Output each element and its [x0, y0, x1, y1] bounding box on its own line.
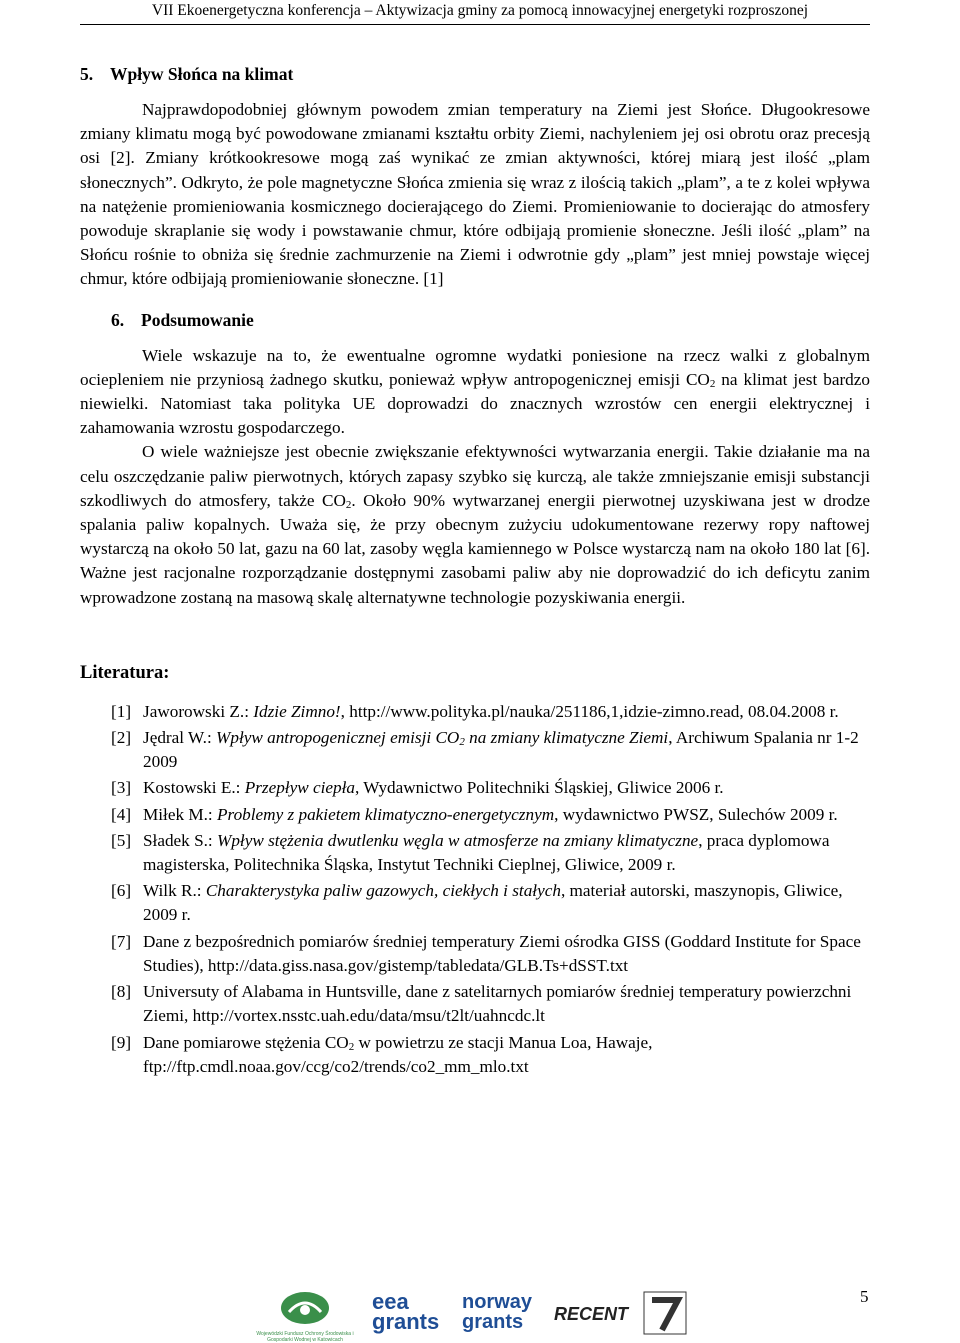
reference-item: [9] Dane pomiarowe stężenia $CO_2$ w powietrzu ze stacji Manua Loa, Hawaje, ftp://ftp.cmdl.noaa.gov/ccg/co2/trends/co2_mm_mlo.txt — [111, 1032, 653, 1076]
wfosigw-caption: Wojewódzki Fundusz Ochrony Środowiska i Gospodarki Wodnej w Katowicach — [256, 1331, 354, 1343]
reference-item: [7] Dane z bezpośrednich pomiarów średniej temperatury Ziemi ośrodka GISS (Goddard Institute for Space Studies), http://data.giss.nasa.gov/gistemp/tabledata/GLB.Ts+dSST.txt — [111, 931, 861, 975]
section-5-paragraph: Najprawdopodobniej głównym powodem zmian temperatury na Ziemi jest Słońce. Długookresowe zmiany klimatu mogą być powodowane zmianami kształtu orbity Ziemi, nachyleniem jej osi obrotu oraz precesją osi [2]. Zmiany krótkookresowe mogą zaś wynikać ze zmian aktywności, której miarą jest ilość „plam słonecznych”. Odkryto, że pole magnetyczne Słońca zmienia się wraz z ilością takich „plam”, a te z kolei wpływa na natężenie promieniowania kosmicznego docierającego do Ziemi. Promieniowanie to docierając do atmosfery powoduje skraplanie się wody i powstawanie chmur, które odbijają promienie słoneczne. Jeśli ilość „plam” na Słońcu rośnie to obniża się średnie zachmurzenie na Ziemi i odwrotnie gdy „plam” jest mniej powstaje więcej chmur, które odbijają promieniowanie słoneczne. [1] — [80, 100, 870, 289]
reference-item: [4] Miłek M.: Problemy z pakietem klimatyczno-energetycznym, wydawnictwo PWSZ, Sulechów 2009 r. — [111, 804, 838, 824]
header-title: VII Ekoenergetyczna konferencja – Aktywizacja gminy za pomocą innowacyjnej energetyki rozproszonej — [151, 2, 809, 19]
page-number: 5 — [860, 1287, 869, 1306]
section-5-title: Wpływ Słońca na klimat — [110, 64, 294, 84]
section-6-paragraph-2: O wiele ważniejsze jest obecnie zwiększanie efektywności wytwarzania energii. Takie działanie ma na celu oszczędzanie paliw pierwotnych, których zapasy szybko się kurczą, ale także zmniejszanie emisji substancji szkodliwych do atmosfery, także $CO_2$. Około 90% wytwarzanej energii pierwotnej uzyskiwana jest w drodze spalania paliw kopalnych. Uważa się, że przy obecnym zużyciu udokumentowane rezerwy ropy naftowej wystarczą na około 50 lat, gazu na 60 lat, zasoby węgla kamiennego w Polsce wystarczą nam na około 180 lat [6]. Ważne jest racjonalne rozporządzanie dostępnymi zasobami paliw aby nie doprowadzić do ich deficytu zanim wprowadzone zostaną na masową skalę alternatywne technologie pozyskiwania energii. — [80, 442, 870, 607]
wfosigw-logo — [250, 1290, 360, 1343]
section-6-title: Podsumowanie — [141, 309, 254, 330]
section-6-number: 6. — [111, 309, 125, 330]
header-rule — [80, 24, 870, 25]
reference-item: [1] Jaworowski Z.: Idzie Zimno!, http://www.polityka.pl/nauka/251186,1,idzie-zimno.read, 08.04.2008 r. — [111, 701, 839, 721]
norway-grants-logo: norway grants — [462, 1291, 533, 1333]
framework-seven-icon — [640, 1288, 690, 1338]
reference-item: [2] Jędral W.: Wpływ antropogenicznej emisji $CO_2$ na zmiany klimatyczne Ziemi, Archiwum Spalania nr 1-2 2009 — [111, 728, 859, 772]
section-5-number: 5. — [80, 64, 94, 84]
references-list — [80, 700, 870, 1079]
reference-item: [3] Kostowski E.: Przepływ ciepła, Wydawnictwo Politechniki Śląskiej, Gliwice 2006 r. — [111, 778, 724, 798]
section-6-heading — [80, 308, 870, 332]
reference-item: [8] Universuty of Alabama in Huntsville, dane z satelitarnych pomiarów średniej temperatury powierzchni Ziemi, http://vortex.nsstc.uah.edu/data/msu/t2lt/uahncdc.lt — [111, 982, 852, 1026]
literature-heading: Literatura: — [80, 662, 170, 683]
section-6-paragraph-1: Wiele wskazuje na to, że ewentualne ogromne wydatki poniesione na rzecz walki z globalnym ociepleniem nie przyniosą żadnego skutku, ponieważ wpływ antropogenicznej emisji $CO_2$ na klimat jest bardzo niewielki. Natomiast taka polityka UE doprowadzi do znacznych wzrostów cen energii elektrycznej i zahamowania wzrostu gospodarczego. — [80, 345, 870, 438]
reference-item: [5] Sładek S.: Wpływ stężenia dwutlenku węgla w atmosferze na zmiany klimatyczne, praca dyplomowa magisterska, Politechnika Śląska, Instytut Techniki Cieplnej, Gliwice, 2009 r. — [111, 830, 830, 875]
running-header — [0, 0, 960, 22]
section-5-heading — [80, 62, 870, 86]
recent-logo: RECENT — [554, 1304, 629, 1324]
eea-grants-logo: eea grants — [372, 1289, 440, 1334]
wfosigw-emblem-icon — [279, 1290, 331, 1326]
footer-logos — [0, 1286, 960, 1342]
page-content — [80, 62, 870, 1081]
reference-item: [6] Wilk R.: Charakterystyka paliw gazowych, ciekłych i stałych, materiał autorski, maszynopis, Gliwice, 2009 r. — [111, 881, 843, 925]
seventh-framework-logo — [640, 1288, 690, 1338]
